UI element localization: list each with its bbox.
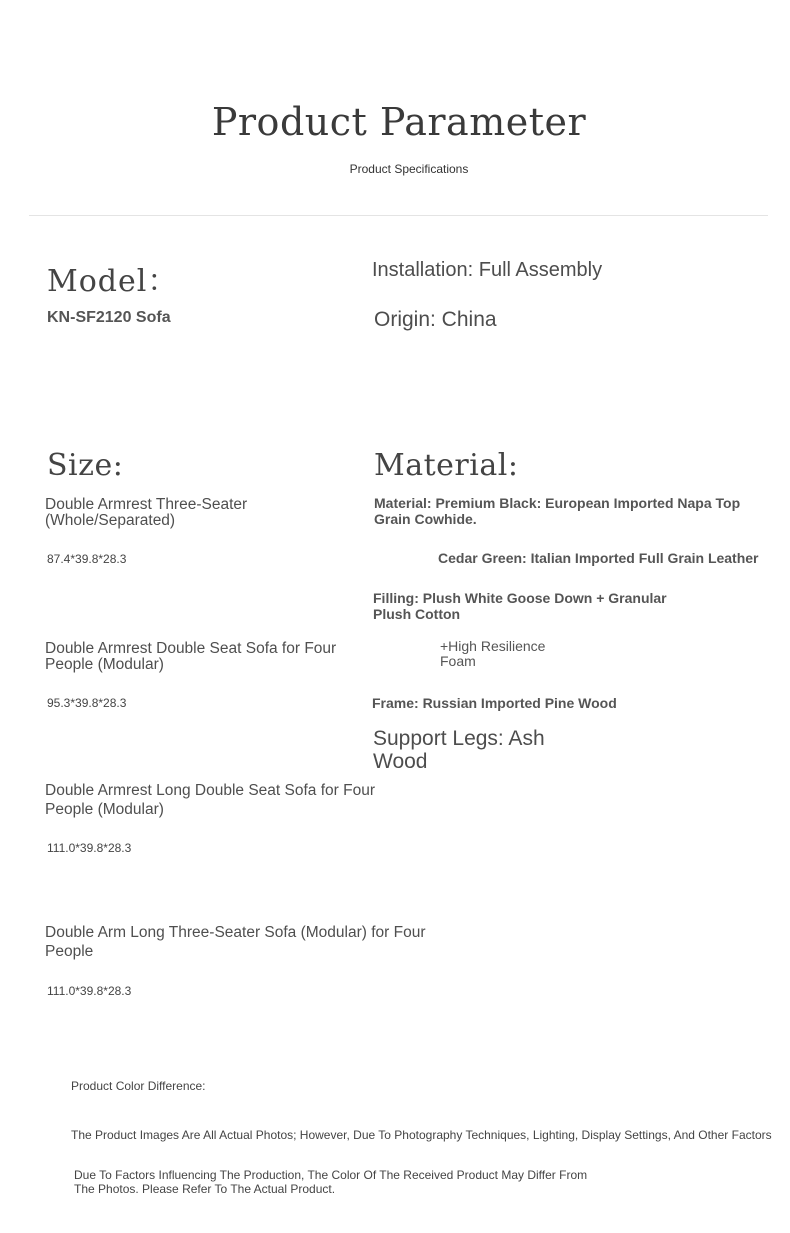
material-line: Material: Premium Black: European Imported Napa Top Grain Cowhide. xyxy=(374,495,741,527)
size-item-dimensions: 111.0*39.8*28.3 xyxy=(47,984,132,998)
size-item-name: Double Arm Long Three-Seater Sofa (Modular) for Four People xyxy=(45,924,426,960)
size-item-dimensions: 111.0*39.8*28.3 xyxy=(47,841,132,855)
model-heading: Model： xyxy=(47,264,179,299)
page-subtitle: Product Specifications xyxy=(349,162,469,176)
size-heading: Size: xyxy=(47,448,124,483)
material-line: +High Resilience Foam xyxy=(440,638,546,669)
material-line: Filling: Plush White Goose Down + Granular Plush Cotton xyxy=(373,590,667,622)
color-difference-note: The Product Images Are All Actual Photos; However, Due To Photography Techniques, Lighting, Display Settings, And Other Factors xyxy=(71,1128,772,1142)
color-difference-note: Due To Factors Influencing The Production, The Color Of The Received Product May Differ From The Photos. Please Refer To The Actual Product. xyxy=(74,1168,588,1196)
support-legs-text: Support Legs: Ash Wood xyxy=(373,727,545,773)
model-value: KN-SF2120 Sofa xyxy=(47,309,171,326)
material-line: Cedar Green: Italian Imported Full Grain Leather xyxy=(438,550,759,566)
size-item-dimensions: 95.3*39.8*28.3 xyxy=(47,696,127,710)
material-line: Frame: Russian Imported Pine Wood xyxy=(372,695,617,711)
material-heading: Material: xyxy=(374,448,519,483)
origin-text: Origin: China xyxy=(374,308,497,331)
header-divider xyxy=(29,215,768,216)
color-difference-heading: Product Color Difference: xyxy=(71,1079,206,1093)
page-title: Product Parameter xyxy=(211,100,587,144)
size-item-dimensions: 87.4*39.8*28.3 xyxy=(47,552,127,566)
installation-text: Installation: Full Assembly xyxy=(372,259,603,281)
size-item-name: Double Armrest Long Double Seat Sofa for Four People (Modular) xyxy=(45,782,375,818)
size-item-name: Double Armrest Double Seat Sofa for Four People (Modular) xyxy=(45,640,337,673)
size-item-name: Double Armrest Three-Seater (Whole/Separated) xyxy=(45,496,248,529)
